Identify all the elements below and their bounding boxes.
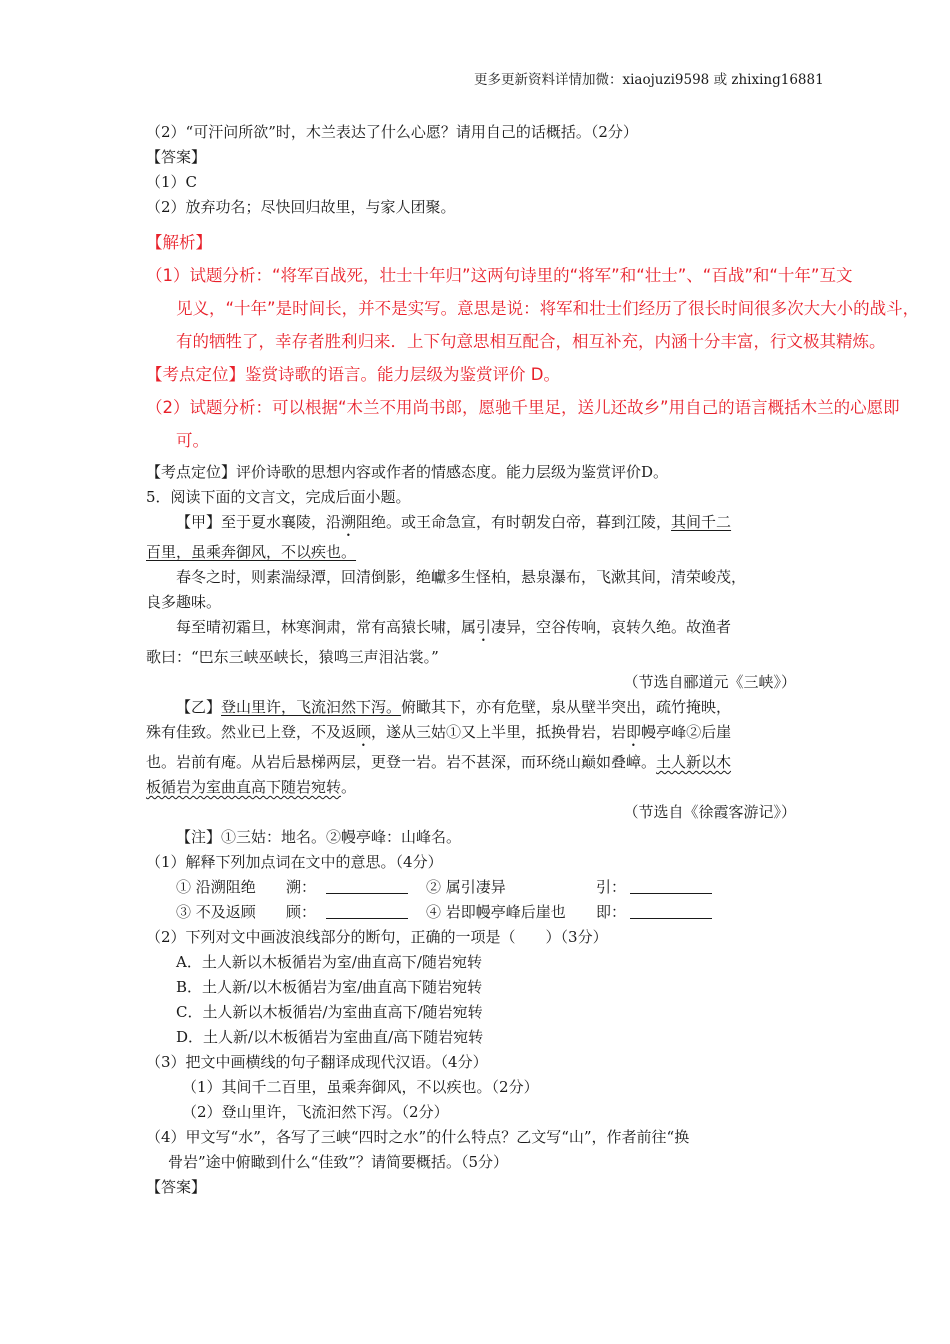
q5-sub1: （1）解释下列加点词在文中的意思。（4分） — [146, 853, 443, 871]
phrase: ④ 岩即幔亭峰后崖也 — [426, 903, 566, 921]
option-b: B．土人新/以木板循岩为室/曲直高下随岩宛转 — [176, 978, 483, 996]
text: 【甲】至于夏水襄陵，沿 — [176, 513, 342, 531]
answer-2: （2）放弃功名；尽快回归故里，与家人团聚。 — [146, 198, 456, 216]
text: 。 — [341, 543, 357, 561]
text: 每至晴初霜旦，林寒涧肃，常有高猿长啸，属 — [176, 618, 477, 636]
answer-1: （1）C — [146, 173, 198, 191]
q5-sub3: （3）把文中画横线的句子翻译成现代汉语。（4分） — [146, 1053, 488, 1071]
passage-jia-p3-line-1 — [146, 615, 936, 645]
dotted-word: 即 — [626, 723, 642, 741]
analysis-2-line-1: （2）试题分析：可以根据“木兰不用尚书郎，愿驰千里足，送儿还故乡”用自己的语言概括木兰的心愿即 — [146, 398, 900, 417]
analysis-1-line-1: （1）试题分析：“将军百战死，壮士十年归”这两句诗里的“将军”和“壮士”、“百战”和“十年”互文 — [146, 266, 853, 285]
text: ，遂从三姑①又上半里，抵换骨岩，岩 — [371, 723, 627, 741]
passage-jia-p1-line-2 — [146, 540, 936, 565]
text: 百里，虽乘奔御风，不以疾也 — [146, 543, 342, 561]
word: 顾： — [286, 903, 317, 921]
passage-jia-p3-line-2: 歌曰：“巴东三峡巫峡长，猿鸣三声泪沾裳。” — [146, 648, 439, 666]
answer-blank[interactable] — [326, 904, 408, 919]
phrase: ② 属引凄异 — [426, 878, 506, 896]
wavy-underlined-text: 板循岩为室曲直高下随岩宛转 — [146, 778, 342, 796]
fill-row-2 — [146, 900, 936, 925]
q5-answer-label: 【答案】 — [146, 1178, 207, 1196]
kaodian-1: 【考点定位】鉴赏诗歌的语言。能力层级为鉴赏评价 D。 — [146, 365, 560, 384]
passage-yi-source: （节选自《徐霞客游记》） — [623, 803, 796, 821]
answer-blank[interactable] — [326, 879, 408, 894]
option-d: D．土人新/以木板循岩为室曲直/高下随岩宛转 — [176, 1028, 484, 1046]
text: 也。岩前有庵。从岩后悬梯两层，更登一岩。岩不甚深，而环绕山巅如叠嶂。 — [146, 753, 657, 771]
text: 【乙】 — [176, 698, 222, 716]
passage-yi-line-1 — [146, 695, 936, 720]
fill-row-1 — [146, 875, 936, 900]
document-body — [146, 120, 936, 1200]
q5-sub3-1: （1）其间千二百里，虽乘奔御风，不以疾也。（2分） — [182, 1078, 539, 1096]
passage-jia-p2-line-1: 春冬之时，则素湍绿潭，回清倒影，绝巘多生怪柏，悬泉瀑布，飞漱其间，清荣峻茂， — [176, 568, 747, 586]
phrase: ① 沿溯阻绝 — [176, 878, 256, 896]
q5-sub3-2: （2）登山里许，飞流汩然下泻。（2分） — [182, 1103, 449, 1121]
word: 溯： — [286, 878, 317, 896]
q5-sub4-line-2: 骨岩”途中俯瞰到什么“佳致”？请简要概括。（5分） — [168, 1153, 509, 1171]
text: 幔亭峰②后崖 — [641, 723, 732, 741]
dotted-word: 引 — [476, 618, 492, 636]
option-c: C．土人新以木板循岩/为室曲直高下/随岩宛转 — [176, 1003, 483, 1021]
answer-blank[interactable] — [630, 904, 712, 919]
underlined-sentence: 其间千二 — [671, 513, 732, 531]
text: 。 — [341, 778, 357, 796]
q5-sub2: （2）下列对文中画波浪线部分的断句，正确的一项是（ ）（3分） — [146, 928, 608, 946]
passage-yi-line-2 — [146, 720, 936, 750]
answer-blank[interactable] — [630, 879, 712, 894]
dotted-word: 顾 — [356, 723, 372, 741]
note: 【注】①三姑：地名。②幔亭峰：山峰名。 — [176, 828, 462, 846]
phrase: ③ 不及返顾 — [176, 903, 256, 921]
analysis-label: 【解析】 — [146, 233, 212, 252]
header-note: 更多更新资料详情加微：xiaojuzi9598 或 zhixing16881 — [474, 72, 824, 88]
text: 俯瞰其下，亦有危壁，泉从壁半突出，疏竹掩映， — [401, 698, 732, 716]
passage-yi-line-4 — [146, 775, 936, 800]
text: 凄异，空谷传响，哀转久绝。故渔者 — [491, 618, 732, 636]
passage-yi-line-3 — [146, 750, 936, 775]
q4-sub2: （2）“可汗问所欲”时，木兰表达了什么心愿？请用自己的话概括。（2分） — [146, 123, 638, 141]
passage-jia-p1-line-1 — [146, 510, 936, 540]
q5-title: 5．阅读下面的文言文，完成后面小题。 — [146, 488, 411, 506]
q5-sub4-line-1: （4）甲文写“水”，各写了三峡“四时之水”的什么特点？乙文写“山”，作者前往“换 — [146, 1128, 690, 1146]
dotted-word: 溯 — [341, 513, 357, 531]
text: 阻绝。或王命急宣，有时朝发白帝，暮到江陵， — [356, 513, 672, 531]
passage-jia-p2-line-2: 良多趣味。 — [146, 593, 222, 611]
underlined-sentence — [146, 543, 356, 561]
analysis-1-line-2: 见义，“十年”是时间长，并不是实写。意思是说：将军和壮士们经历了很长时间很多次大大小的战斗， — [176, 299, 920, 318]
underlined-sentence: 登山里许，飞流汩然下泻。 — [221, 698, 402, 716]
analysis-1-line-3: 有的牺牲了，幸存者胜利归来．上下句意思相互配合，相互补充，内涵十分丰富，行文极其精炼。 — [176, 332, 886, 351]
word: 即： — [596, 903, 627, 921]
passage-jia-source: （节选自郦道元《三峡》） — [623, 673, 796, 691]
option-a: A．土人新以木板循岩为室/曲直高下/随岩宛转 — [176, 953, 482, 971]
word: 引： — [596, 878, 627, 896]
answer-label: 【答案】 — [146, 148, 207, 166]
wavy-underlined-text: 土人新以木 — [656, 753, 732, 771]
text: 殊有佳致。然业已上登，不及返 — [146, 723, 357, 741]
analysis-2-line-2: 可。 — [176, 431, 209, 450]
kaodian-2: 【考点定位】评价诗歌的思想内容或作者的情感态度。能力层级为鉴赏评价D。 — [146, 463, 669, 481]
